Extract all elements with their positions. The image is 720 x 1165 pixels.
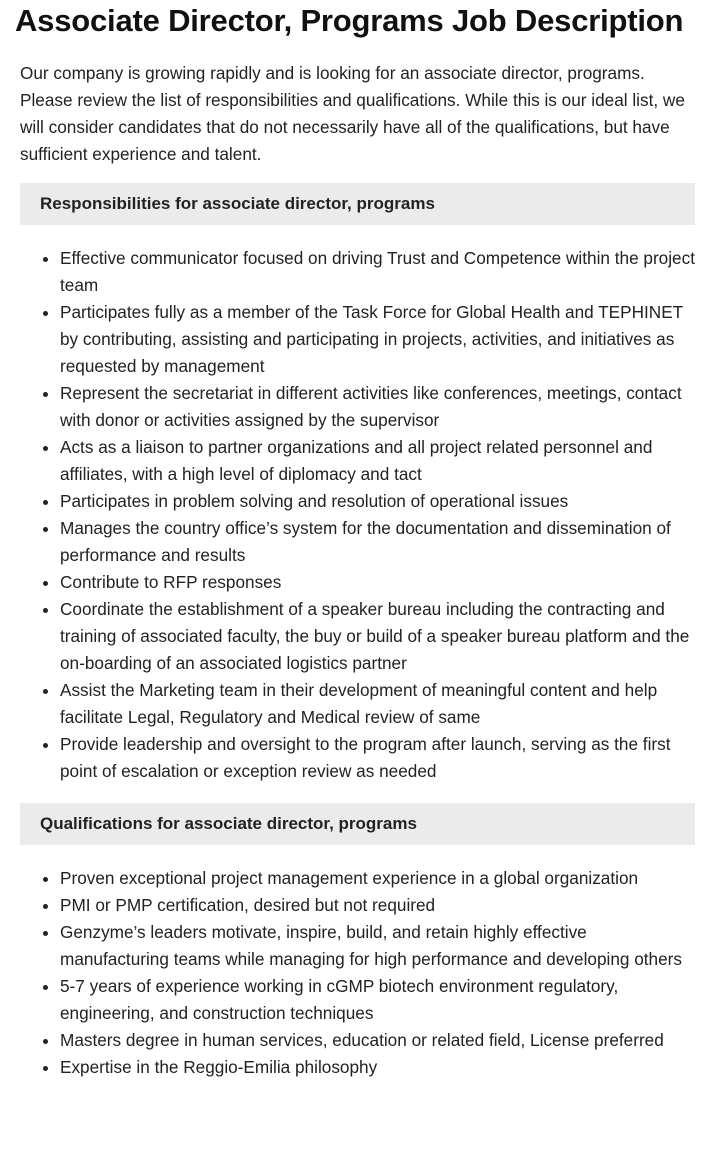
list-item: • Assist the Marketing team in their development of meaningful content and help facilitate Legal, Regulatory and Medical review of same — [60, 677, 695, 731]
list-item: • Participates in problem solving and resolution of operational issues — [60, 488, 695, 515]
page-title: Associate Director, Programs Job Description — [15, 3, 684, 38]
list-item: • Genzyme’s leaders motivate, inspire, build, and retain highly effective manufacturing teams while managing for high performance and developing others — [60, 919, 695, 973]
list-item: • 5-7 years of experience working in cGMP biotech environment regulatory, engineering, and construction techniques — [60, 973, 695, 1027]
list-item: • PMI or PMP certification, desired but not required — [60, 892, 695, 919]
list-item: • Acts as a liaison to partner organizations and all project related personnel and affiliates, with a high level of diplomacy and tact — [60, 434, 695, 488]
list-item: • Represent the secretariat in different activities like conferences, meetings, contact with donor or activities assigned by the supervisor — [60, 380, 695, 434]
intro-paragraph: Our company is growing rapidly and is looking for an associate director, programs. Please review the list of responsibilities and qualifications. While this is our ideal list, we will consider candidates that do not necessarily have all of the qualifications, but have sufficient experience and talent. — [20, 63, 685, 164]
responsibilities-section — [20, 183, 695, 785]
list-item: • Masters degree in human services, education or related field, License preferred — [60, 1027, 695, 1054]
qualifications-list — [20, 865, 695, 1081]
responsibilities-list — [20, 245, 695, 785]
responsibilities-heading: Responsibilities for associate director, programs — [20, 183, 695, 225]
list-item: • Manages the country office’s system for the documentation and dissemination of performance and results — [60, 515, 695, 569]
list-item: • Effective communicator focused on driving Trust and Competence within the project team — [60, 245, 695, 299]
qualifications-section — [20, 803, 695, 1081]
list-item: • Contribute to RFP responses — [60, 569, 695, 596]
qualifications-heading: Qualifications for associate director, programs — [20, 803, 695, 845]
list-item: • Participates fully as a member of the Task Force for Global Health and TEPHINET by contributing, assisting and participating in projects, activities, and initiatives as requested by management — [60, 299, 695, 380]
list-item: • Coordinate the establishment of a speaker bureau including the contracting and training of associated faculty, the buy or build of a speaker bureau platform and the on-boarding of an associated logistics partner — [60, 596, 695, 677]
list-item: • Expertise in the Reggio-Emilia philosophy — [60, 1054, 695, 1081]
list-item: • Proven exceptional project management experience in a global organization — [60, 865, 695, 892]
list-item: • Provide leadership and oversight to the program after launch, serving as the first point of escalation or exception review as needed — [60, 731, 695, 785]
